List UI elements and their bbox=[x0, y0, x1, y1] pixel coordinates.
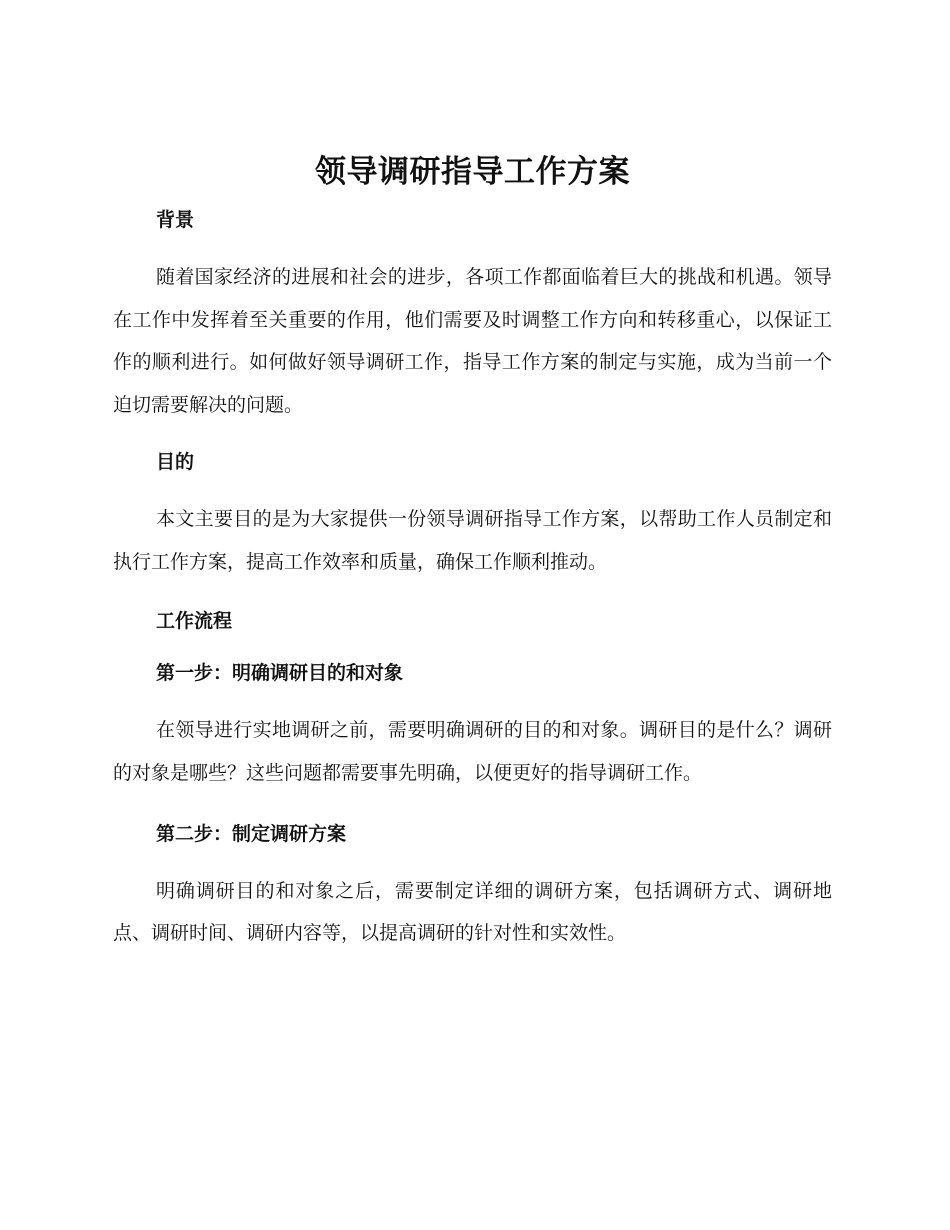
purpose-heading: 目的 bbox=[156, 450, 195, 473]
purpose-paragraph: 本文主要目的是为大家提供一份领导调研指导工作方案，以帮助工作人员制定和执行工作方案，提高工作效率和质量，确保工作顺利推动。 bbox=[113, 507, 832, 573]
document-title: 领导调研指导工作方案 bbox=[315, 154, 630, 190]
workflow-heading: 工作流程 bbox=[156, 610, 233, 633]
background-heading: 背景 bbox=[156, 209, 195, 231]
step2-paragraph: 明确调研目的和对象之后，需要制定详细的调研方案，包括调研方式、调研地点、调研时间、调研内容等，以提高调研的针对性和实效性。 bbox=[113, 879, 832, 945]
step1-paragraph: 在领导进行实地调研之前，需要明确调研的目的和对象。调研目的是什么？调研的对象是哪些？这些问题都需要事先明确，以便更好的指导调研工作。 bbox=[113, 719, 832, 784]
background-paragraph: 随着国家经济的进展和社会的进步，各项工作都面临着巨大的挑战和机遇。领导在工作中发挥着至关重要的作用，他们需要及时调整工作方向和转移重心，以保证工作的顺利进行。如何做好领导调研工作，指导工作方案的制定与实施，成为当前一个迫切需要解决的问题。 bbox=[113, 266, 832, 417]
step1-heading: 第一步：明确调研目的和对象 bbox=[156, 662, 404, 685]
step2-heading: 第二步：制定调研方案 bbox=[156, 822, 347, 845]
